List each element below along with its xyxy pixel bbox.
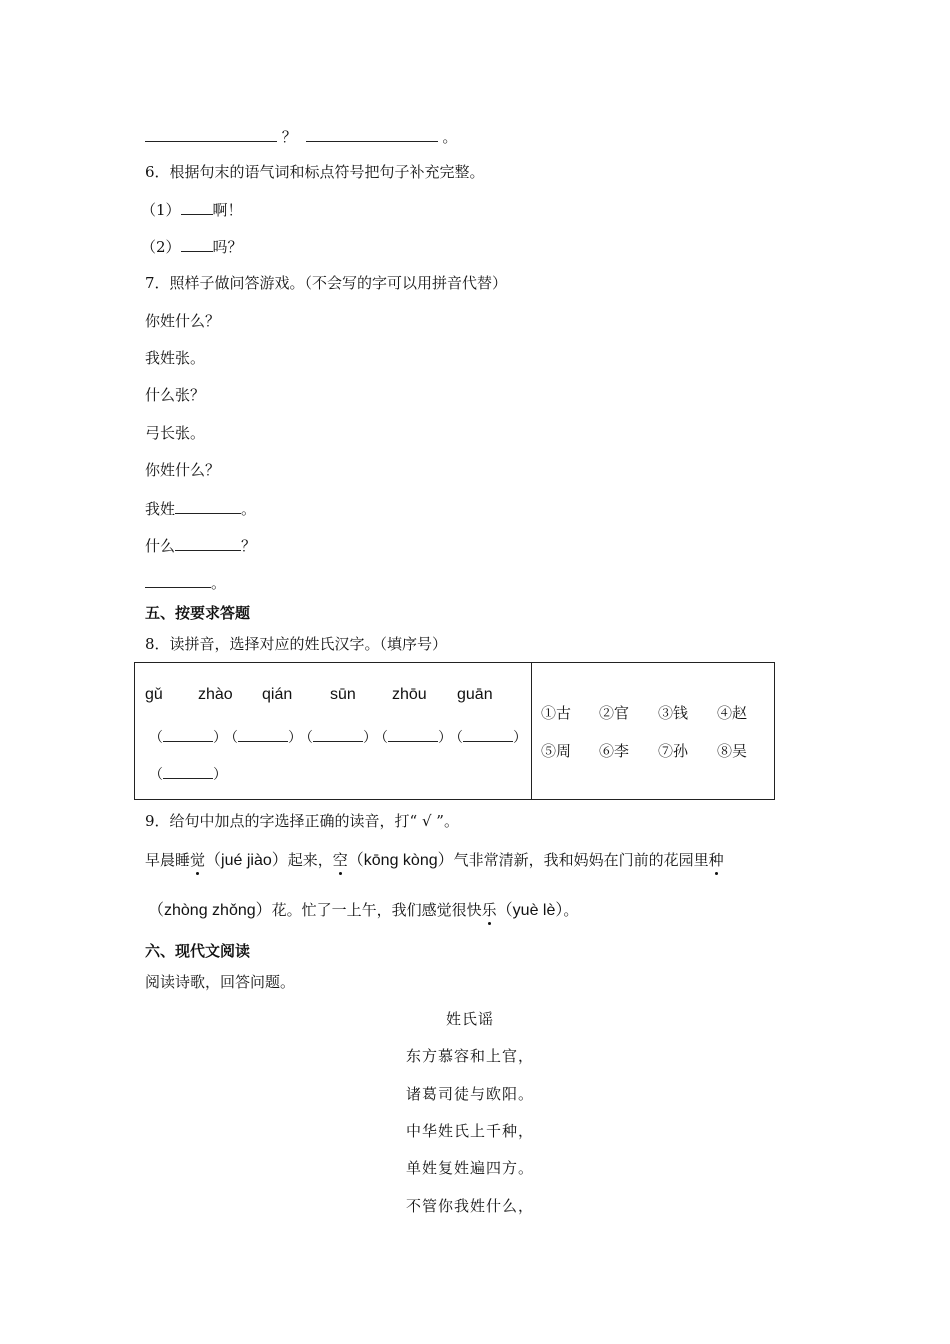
pinyin-3: qián [262,686,293,703]
q7-line-1: 你姓什么？ [145,312,221,330]
pinyin-4: sūn [330,686,356,703]
answer-blank[interactable] [181,236,213,252]
pinyin-choice[interactable]: （jué jiào） [205,852,288,869]
answer-blank[interactable] [388,728,438,742]
q7-title: 7．照样子做问答游戏。（不会写的字可以用拼音代替） [145,274,508,292]
answer-blank[interactable] [145,126,277,142]
answer-blank[interactable] [145,572,211,588]
close-paren: ） [513,730,527,746]
period-mark: 。 [442,128,458,146]
close-paren: ） [213,767,227,783]
open-paren: （ [149,767,163,783]
fill-suffix: 。 [241,500,257,518]
q6-item-1 [141,199,243,220]
answer-blank[interactable] [163,765,213,779]
option-6: ⑥李 [599,742,630,760]
q6-title: 6．根据句末的语气词和标点符号把句子补充完整。 [145,163,485,181]
q9-sentence-line-2 [148,900,578,921]
pinyin-choice[interactable]: （zhòng zhǒng） [148,902,272,919]
dotted-char: 乐 [481,901,497,919]
close-paren: ） [288,730,302,746]
pinyin-6: guān [457,686,493,703]
sentence-text: 早晨睡 [145,851,191,869]
open-paren: （ [449,730,463,746]
q9-sentence-line-1 [145,850,724,871]
answer-blank[interactable] [175,498,241,514]
poem-line-5: 不管你我姓什么， [405,1197,534,1215]
answer-blank[interactable] [238,728,288,742]
dotted-char: 种 [708,851,724,869]
q8-title: 8．读拼音，选择对应的姓氏汉字。（填序号） [145,635,448,653]
fill-suffix: 。 [211,574,227,592]
answer-paren-5[interactable] [449,728,527,748]
option-7: ⑦孙 [658,742,689,760]
q7-line-2: 我姓张。 [145,349,206,367]
close-paren: ） [363,730,377,746]
q7-fill-1 [145,498,256,519]
section-5-heading: 五、按要求答题 [145,604,251,622]
q9-title: 9．给句中加点的字选择正确的读音，打“ √ ”。 [145,812,459,830]
answer-paren-1[interactable] [149,728,227,748]
answer-blank[interactable] [463,728,513,742]
open-paren: （ [224,730,238,746]
answer-blank[interactable] [313,728,363,742]
poem-line-2: 诸葛司徒与欧阳。 [405,1085,534,1103]
answer-blank[interactable] [181,199,213,215]
answer-paren-6[interactable] [149,765,227,785]
option-2: ②官 [599,704,630,722]
open-paren: （ [299,730,313,746]
pinyin-2: zhào [198,686,233,703]
question-mark: ？ [281,128,297,146]
reading-intro: 阅读诗歌，回答问题。 [145,973,296,991]
poem-title: 姓氏谣 [445,1010,494,1028]
open-paren: （ [149,730,163,746]
close-paren: ） [213,730,227,746]
q7-line-4: 弓长张。 [145,424,206,442]
answer-blank[interactable] [163,728,213,742]
q7-line-5: 你姓什么？ [145,461,221,479]
open-paren: （ [374,730,388,746]
close-paren: ） [438,730,452,746]
dotted-char: 空 [332,851,348,869]
option-4: ④赵 [717,704,748,722]
section-6-heading: 六、现代文阅读 [145,942,251,960]
q6-item-2 [141,236,243,257]
sentence-text: 。 [563,901,579,919]
q7-fill-2 [145,535,256,556]
pinyin-1: gǔ [145,686,163,703]
poem-line-1: 东方慕容和上官， [405,1047,534,1065]
dotted-char: 觉 [190,851,206,869]
option-8: ⑧吴 [717,742,748,760]
q8-table [134,662,775,800]
option-3: ③钱 [658,704,689,722]
option-1: ①古 [541,704,572,722]
sentence-text: 起来， [287,851,333,869]
pinyin-choice[interactable]: （yuè lè） [496,902,564,919]
fill-prefix: 什么 [145,537,176,555]
sentence-text: 花。忙了一上午，我们感觉很快 [271,901,482,919]
item-suffix: 吗？ [212,238,243,256]
option-5: ⑤周 [541,742,572,760]
sentence-text: 气非常清新，我和妈妈在门前的花园里 [453,851,709,869]
poem-line-4: 单姓复姓遍四方。 [405,1159,534,1177]
poem-line-3: 中华姓氏上千种， [405,1122,534,1140]
item-number: （1） [141,201,181,219]
item-suffix: 啊！ [212,201,243,219]
answer-paren-2[interactable] [224,728,302,748]
top-fill-line [145,126,457,147]
answer-blank[interactable] [306,126,438,142]
pinyin-5: zhōu [392,686,427,703]
q7-line-3: 什么张？ [145,386,206,404]
item-number: （2） [141,238,181,256]
fill-suffix: ？ [241,537,257,555]
q7-fill-3 [145,572,226,593]
pinyin-choice[interactable]: （kōng kòng） [347,852,454,869]
fill-prefix: 我姓 [145,500,176,518]
answer-blank[interactable] [175,535,241,551]
answer-paren-3[interactable] [299,728,377,748]
table-divider [531,663,532,799]
answer-paren-4[interactable] [374,728,452,748]
